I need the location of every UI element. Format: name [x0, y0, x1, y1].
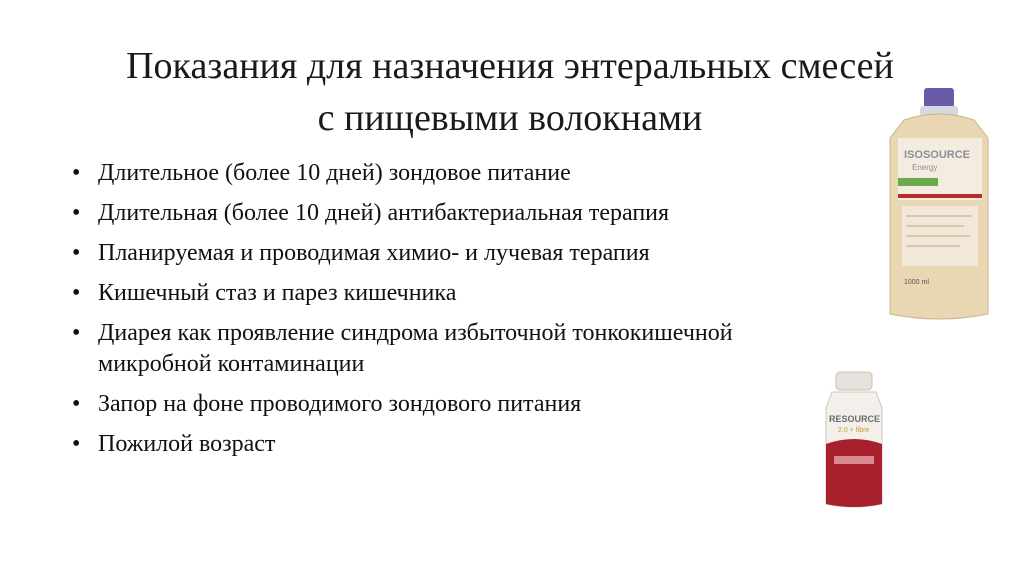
- list-item: • Запор на фоне проводимого зондового питания: [72, 389, 832, 420]
- isosource-product-image: [884, 86, 994, 326]
- resource-bottle-icon: [818, 370, 890, 510]
- list-item: • Кишечный стаз и парез кишечника: [72, 278, 832, 309]
- svg-text:2.0 + fibre: 2.0 + fibre: [838, 427, 870, 434]
- bullet-icon: •: [72, 320, 81, 346]
- indications-list: [72, 158, 832, 469]
- svg-text:1000 ml: 1000 ml: [904, 279, 929, 286]
- isosource-bottle-icon: [884, 86, 994, 326]
- list-item: • Длительное (более 10 дней) зондовое питание: [72, 158, 832, 189]
- svg-text:Energy: Energy: [912, 163, 938, 172]
- bullet-icon: •: [72, 200, 81, 226]
- resource-product-image: [818, 370, 890, 510]
- slide-title: [40, 40, 980, 144]
- bullet-icon: •: [72, 431, 81, 457]
- svg-text:ISOSOURCE: ISOSOURCE: [904, 149, 971, 161]
- title-line-1: Показания для назначения энтеральных смесей: [126, 45, 894, 87]
- list-item: • Пожилой возраст: [72, 429, 832, 460]
- bullet-icon: •: [72, 391, 81, 417]
- bullet-icon: •: [72, 160, 81, 186]
- svg-text:RESOURCE: RESOURCE: [829, 414, 881, 424]
- list-item: • Диарея как проявление синдрома избыточной тонкокишечной микробной контаминации: [72, 320, 733, 377]
- bullet-icon: •: [72, 240, 81, 266]
- bullet-icon: •: [72, 280, 81, 306]
- title-line-2: с пищевыми волокнами: [317, 97, 703, 139]
- list-item: • Длительная (более 10 дней) антибактериальная терапия: [72, 198, 832, 229]
- list-item: • Планируемая и проводимая химио- и лучевая терапия: [72, 238, 832, 269]
